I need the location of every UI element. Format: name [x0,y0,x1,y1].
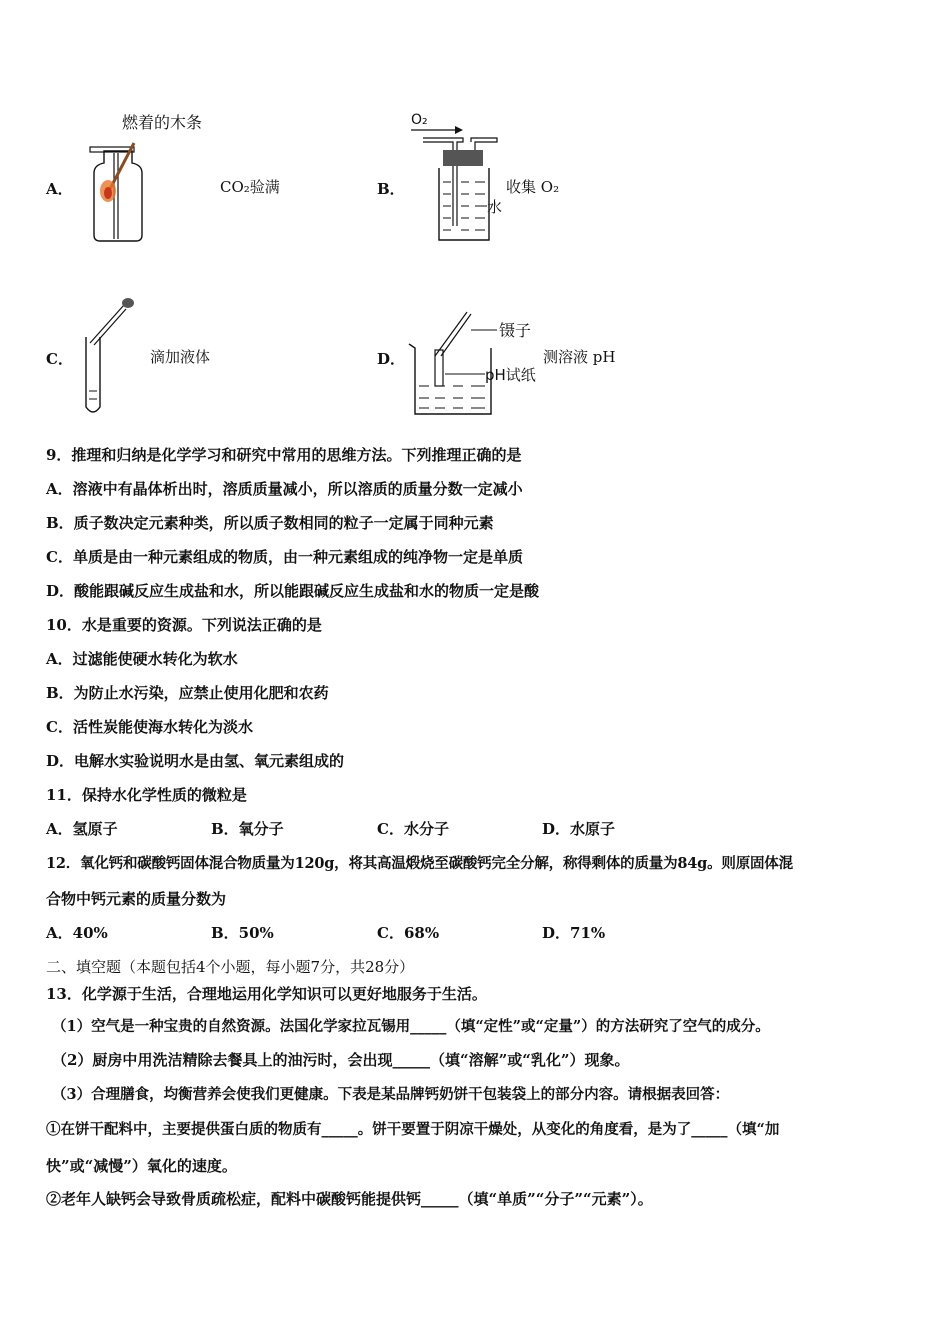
burning-stick-label: 燃着的木条 [122,113,203,132]
q10-option-b: B．为防止水污染，应禁止使用化肥和农药 [46,684,329,702]
q13-part5: ②老年人缺钙会导致骨质疏松症，配料中碳酸钙能提供钙_____（填“单质”“分子”“元素”）。 [46,1190,653,1208]
option-c-caption: 滴加液体 [150,348,211,366]
q13-part2: （2）厨房中用洗洁精除去餐具上的油污时，会出现_____（填“溶解”或“乳化”）现象。 [52,1051,630,1069]
q13-part1: （1）空气是一种宝贵的自然资源。法国化学家拉瓦锡用_____（填“定性”或“定量”）的方法研究了空气的成分。 [52,1018,770,1035]
drop-liquid-figure [80,295,140,420]
q9-option-c: C．单质是由一种元素组成的物质，由一种元素组成的纯净物一定是单质 [46,548,523,566]
q13-part4-line2: 快”或“减慢”）氧化的速度。 [46,1157,237,1175]
option-d-letter: D． [377,350,406,368]
q12-option-c: C．68% [377,924,440,942]
option-d-caption: 测溶液 pH [543,348,616,366]
q10-option-a: A．过滤能使硬水转化为软水 [46,650,238,668]
option-c-letter: C． [46,350,73,368]
option-b-caption: 收集 O₂ [506,178,560,196]
q10-stem: 10．水是重要的资源。下列说法正确的是 [46,616,322,634]
co2-check-figure [80,135,160,245]
q9-option-a: A．溶液中有晶体析出时，溶质质量减小，所以溶质的质量分数一定减小 [46,480,523,498]
q11-option-c: C．水分子 [377,820,449,838]
q11-option-b: B．氧分子 [211,820,284,838]
o2-arrow-label: O₂ [411,112,428,128]
q9-option-d: D．酸能跟碱反应生成盐和水，所以能跟碱反应生成盐和水的物质一定是酸 [46,582,540,600]
ph-test-figure [405,308,555,420]
q12-stem-line2: 合物中钙元素的质量分数为 [46,890,227,908]
q10-option-c: C．活性炭能使海水转化为淡水 [46,718,253,736]
ph-paper-label: pH试纸 [485,366,536,384]
o2-collect-figure [405,108,515,248]
q11-option-d: D．水原子 [542,820,616,838]
option-a-caption: CO₂验满 [220,178,280,196]
q12-option-a: A．40% [46,924,108,942]
q10-option-d: D．电解水实验说明水是由氢、氧元素组成的 [46,752,345,770]
section2-heading: 二、填空题（本题包括4个小题，每小题7分，共28分） [46,958,415,976]
q13-part3: （3）合理膳食，均衡营养会使我们更健康。下表是某品牌钙奶饼干包装袋上的部分内容。请根据表回答： [52,1086,730,1103]
q11-option-a: A．氢原子 [46,820,118,838]
q13-part4-line1: ①在饼干配料中，主要提供蛋白质的物质有_____。饼干要置于阴凉干燥处，从变化的角度看，是为了_____（填“加 [46,1121,780,1138]
q11-stem: 11．保持水化学性质的微粒是 [46,786,247,804]
q13-stem: 13．化学源于生活，合理地运用化学知识可以更好地服务于生活。 [46,985,487,1003]
q12-stem-line1: 12．氧化钙和碳酸钙固体混合物质量为120g，将其高温煅烧至碳酸钙完全分解，称得剩体的质量为84g。则原固体混 [46,855,793,872]
option-a-letter: A． [46,180,73,198]
q12-option-d: D．71% [542,924,606,942]
q9-option-b: B．质子数决定元素种类，所以质子数相同的粒子一定属于同种元素 [46,514,494,532]
q12-option-b: B．50% [211,924,274,942]
q9-stem: 9．推理和归纳是化学学习和研究中常用的思维方法。下列推理正确的是 [46,446,522,464]
option-b-letter: B． [377,180,405,198]
water-label: 水 [487,198,503,216]
tweezers-label: 镊子 [499,321,532,340]
